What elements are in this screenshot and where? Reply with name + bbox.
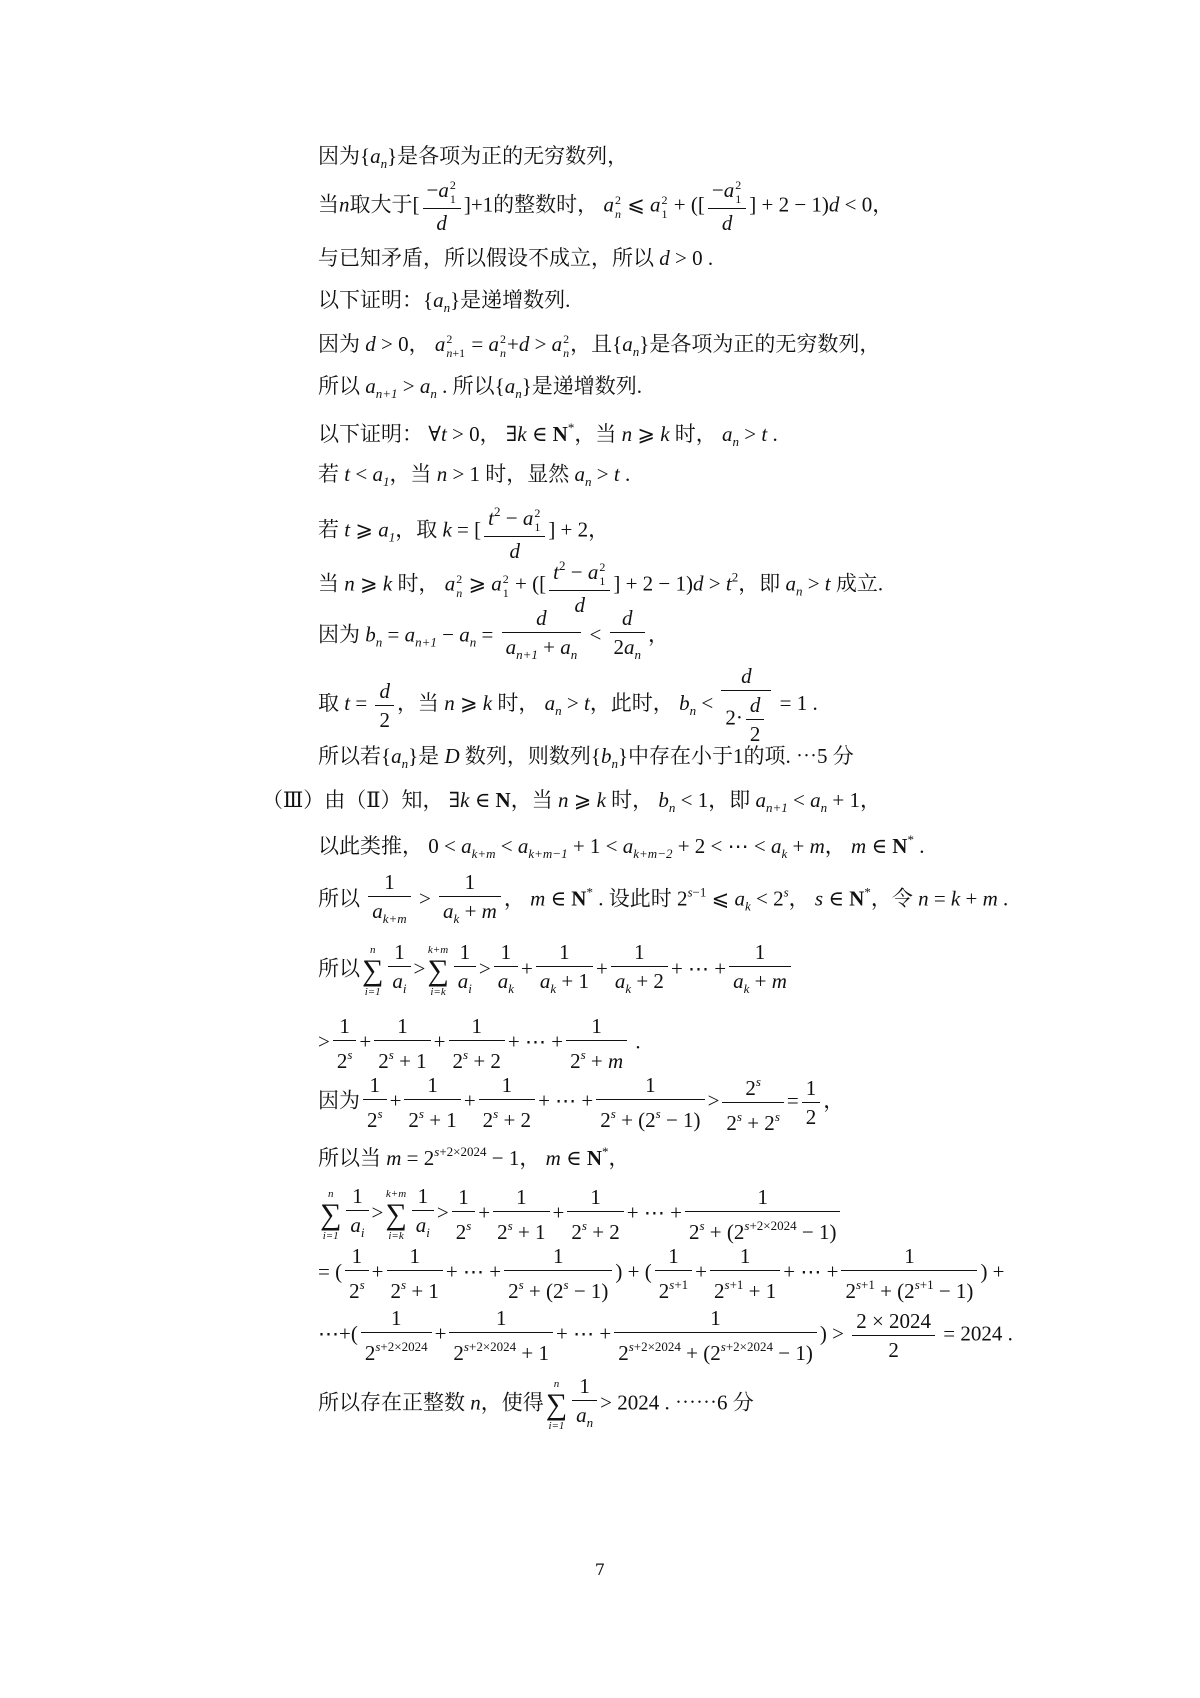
line-l19: 因为 $\frac{1}{2^s}$ + $\frac{1}{2^s + 1}$ + $\frac{1}{2^s + 2}$ + ⋯ + $\frac{1}{2^s + (2^s - 1)}$ > $\frac{2^s}{2^s + 2^s}$ = $\frac{1}{2}$ ， <box>318 1070 844 1135</box>
line-l20: 所以当 $m = 2^{s+2\times 2024} - 1$， m ∈ N*， <box>318 1144 630 1170</box>
line-l21: n ∑ i=1 $\frac{1}{a_i}$ > k+m ∑ i=k $\frac{1}{a_i}$ > $\frac{1}{2^s}$ + $\frac{1}{2^s + 1}$ + $\frac{1}{2^s + 2}$ + ⋯ + $\frac{1}{2^s + (2^{s+2\times 2024} - 1)}$ <box>318 1184 843 1245</box>
line-l11: 因为 $b_n = a_{n+1} - a_n$ = $\frac{d}{a_{n+1} + a_n}$ < $\frac{d}{2a_n}$ ， <box>318 606 670 662</box>
line-l8: 若 $t < a_1$，当 n > 1 时，显然 $a_n > t$ . <box>318 462 631 489</box>
line-l24: 所以存在正整数 n，使得 n ∑ i=1 $\frac{1}{a_n}$ > 2024 . ⋯⋯6 分 <box>318 1374 754 1432</box>
line-l18: > $\frac{1}{2^s}$ + $\frac{1}{2^s + 1}$ + $\frac{1}{2^s + 2}$ + ⋯ + $\frac{1}{2^s + m}$ . <box>318 1014 641 1073</box>
line-l15: 以此类推， $0 < a_{k+m} < a_{k+m-1} + 1 < a_{k+m-2} + 2$ < ⋯ < $a_k + m$， m ∈ N* . <box>318 832 925 861</box>
line-l12: 取 t = $\frac{d}{2}$ ，当 n ⩾ k 时， $a_n > t$，此时， $b_n$ < d 2· $\frac{d}{2}$ = 1 . <box>318 664 818 746</box>
line-l14: （Ⅲ）由（Ⅱ）知， ∃k ∈ N，当 n ⩾ k 时， $b_n < 1$，即 $a_{n+1} < a_n + 1$， <box>262 788 881 815</box>
line-l7: 以下证明： ∀t > 0， ∃k ∈ N*，当 n ⩾ k 时， $a_n > t$ . <box>318 420 778 449</box>
line-l4: 以下证明：$\{a_n\}$是递增数列. <box>318 288 571 315</box>
line-l16: 所以 $\frac{1}{a_{k+m}}$ > $\frac{1}{a_k + m}$ ， m ∈ N* . 设此时 $2^{s-1}$ ⩽ $a_k < 2^s$， s ∈ N*，令 n = k + m . <box>318 870 1009 926</box>
line-l17: 所以 n ∑ i=1 $\frac{1}{a_i}$ > k+m ∑ i=k $\frac{1}{a_i}$ > $\frac{1}{a_k}$ + $\frac{1}{a_k + 1}$ + $\frac{1}{a_k + 2}$ + ⋯ + $\frac{1}{a_k + m}$ <box>318 940 794 1001</box>
line-l2: 当n取大于[ −a 2 1 d ]+1的整数时， a 2 n ⩽ a 2 1 + ([ −a 2 1 d ] + 2 − 1)d < 0， <box>318 178 894 236</box>
line-l13: 所以若$\{a_n\}$是 D 数列，则数列$\{b_n\}$中存在小于1的项. ⋯5 分 <box>318 744 854 771</box>
line-l10: 当 n ⩾ k 时， a 2 n ⩾ a 2 1 + ([ $t^2 - a$ 2 1 d ] + $2 - 1)d > t^2$，即 $a_n > t$ 成立. <box>318 554 883 617</box>
line-l23: ⋯+( $\frac{1}{2^{s+2\times 2024}}$ + $\frac{1}{2^{s+2\times 2024} + 1}$ + ⋯ + $\frac{1}{2^{s+2\times 2024} + (2^{s+2\times 2024} - 1)}$ ) > $\frac{2 \times 2024}{2}$ = 2024 . <box>318 1306 1013 1365</box>
line-l22: = ( $\frac{1}{2^s}$ + $\frac{1}{2^s + 1}$ + ⋯ + $\frac{1}{2^s + (2^s - 1)}$ ) + ( $\frac{1}{2^{s+1}}$ + $\frac{1}{2^{s+1} + 1}$ + ⋯ + $\frac{1}{2^{s+1} + (2^{s+1} - 1)}$ ) + <box>318 1244 1005 1303</box>
line-l5: 因为 d > 0， a 2 n+1 = a 2 n +d > a 2 n ，且$\{a_n\}$是各项为正的无穷数列， <box>318 332 881 361</box>
page-number: 7 <box>594 1560 606 1579</box>
line-l9: 若 t ⩾ $a_1$，取 k = [ $t^2 - a$ 2 1 d ] + 2， <box>318 500 609 563</box>
line-l3: 与已知矛盾，所以假设不成立，所以 d > 0 . <box>318 246 714 270</box>
line-l1: 因为$\{a_n\}$是各项为正的无穷数列， <box>318 144 629 171</box>
line-l6: 所以 $a_{n+1} > a_n$ . 所以$\{a_n\}$是递增数列. <box>318 374 643 401</box>
